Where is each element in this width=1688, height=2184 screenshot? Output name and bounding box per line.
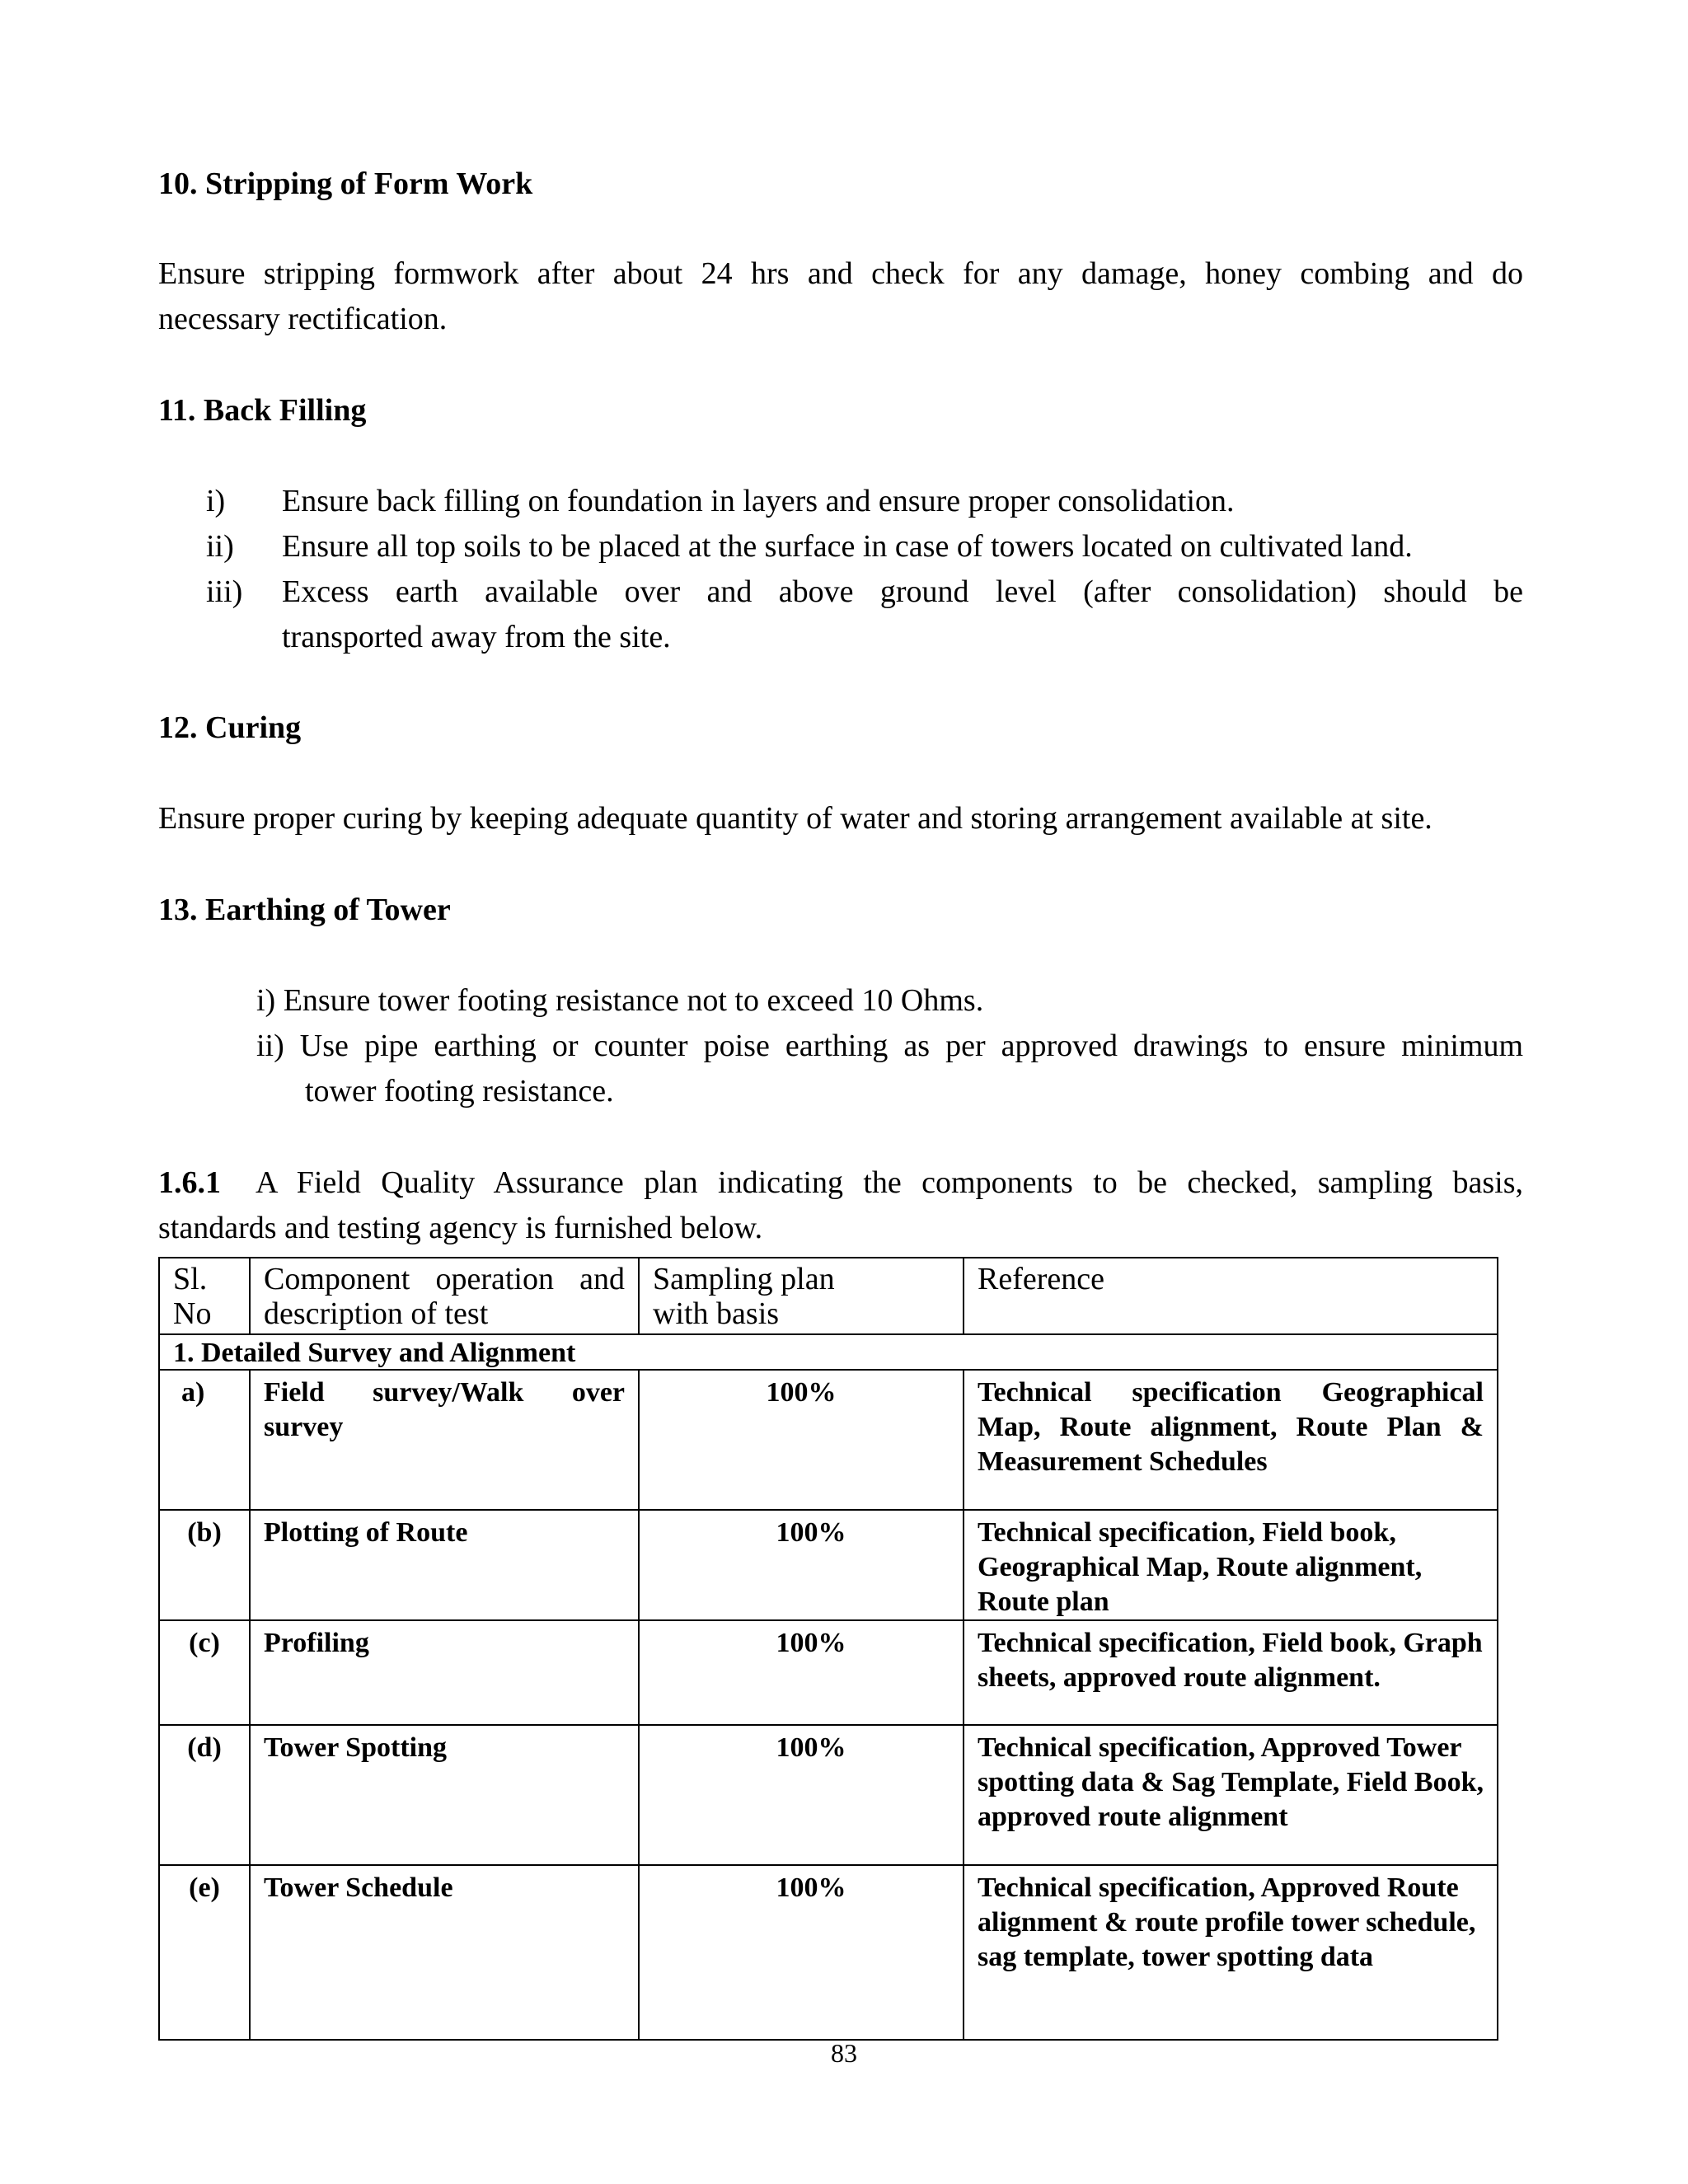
header-sampling-line-1: Sampling plan: [653, 1262, 835, 1296]
table-row: [159, 1865, 1498, 2040]
section-10-paragraph-line-1: Ensure stripping formwork after about 24 hrs and check for any damage, honey combing and do: [158, 256, 1523, 291]
header-sl-line-1: Sl.: [173, 1262, 208, 1296]
list-item-text: Ensure all top soils to be placed at the surface in case of towers located on cultivated land.: [282, 529, 1413, 564]
row-sl: a): [159, 1370, 250, 1510]
row-sl: (c): [159, 1620, 250, 1725]
header-sampling: [639, 1258, 964, 1334]
row-reference: Technical specification, Approved Tower spotting data & Sag Template, Field Book, approved route alignment: [964, 1725, 1498, 1865]
row-sl: (d): [159, 1725, 250, 1865]
section-10-paragraph-line-2: necessary rectification.: [158, 302, 448, 336]
list-item-number: i): [206, 484, 226, 518]
header-component-line-2: description of test: [264, 1296, 489, 1331]
field-quality-plan-table: [158, 1257, 1498, 2041]
list-item-text: Ensure back filling on foundation in layers and ensure proper consolidation.: [282, 484, 1235, 518]
list-item-text: Excess earth available over and above ground level (after consolidation) should be: [282, 574, 1523, 609]
list-item-number: ii): [206, 529, 234, 564]
row-component: Plotting of Route: [250, 1510, 639, 1620]
header-reference-label: Reference: [978, 1262, 1104, 1296]
header-component: [250, 1258, 639, 1334]
header-component-line-1: Component operation and: [264, 1262, 625, 1296]
table-row: [159, 1370, 1498, 1510]
row-sampling: 100%: [639, 1370, 964, 1510]
row-component: Field survey/Walk over survey: [250, 1370, 639, 1510]
section-13-heading: 13. Earthing of Tower: [158, 893, 451, 927]
row-sl: (b): [159, 1510, 250, 1620]
row-sampling: 100%: [639, 1510, 964, 1620]
table-header-row: [159, 1258, 1498, 1334]
clause-number: 1.6.1: [158, 1165, 221, 1200]
row-sampling: 100%: [639, 1725, 964, 1865]
section-13-item-2-line-2: tower footing resistance.: [305, 1074, 614, 1108]
row-component: Tower Spotting: [250, 1725, 639, 1865]
table-row: [159, 1725, 1498, 1865]
page-number: 83: [831, 2038, 857, 2068]
clause-text-line-1: A Field Quality Assurance plan indicating the components to be checked, sampling basis,: [256, 1165, 1523, 1200]
list-item-number: iii): [206, 574, 243, 609]
section-11-heading: 11. Back Filling: [158, 393, 367, 428]
row-reference: Technical specification, Field book, Graph sheets, approved route alignment.: [964, 1620, 1498, 1725]
section-13-item-2-line-1: ii) Use pipe earthing or counter poise earthing as per approved drawings to ensure minimum: [256, 1029, 1523, 1063]
header-sampling-line-2: with basis: [653, 1296, 780, 1331]
row-sampling: 100%: [639, 1865, 964, 2040]
row-component: Profiling: [250, 1620, 639, 1725]
row-reference: Technical specification, Field book, Geographical Map, Route alignment, Route plan: [964, 1510, 1498, 1620]
section-12-heading: 12. Curing: [158, 710, 302, 745]
section-12-paragraph: Ensure proper curing by keeping adequate quantity of water and storing arrangement available at site.: [158, 801, 1432, 836]
section-title: 1. Detailed Survey and Alignment: [159, 1334, 1498, 1370]
section-13-item-1: i) Ensure tower footing resistance not to exceed 10 Ohms.: [256, 983, 984, 1018]
section-10-heading: 10. Stripping of Form Work: [158, 166, 533, 201]
header-sl-no: [159, 1258, 250, 1334]
row-reference: Technical specification, Approved Route alignment & route profile tower schedule, sag template, tower spotting data: [964, 1865, 1498, 2040]
row-reference: Technical specification Geographical Map, Route alignment, Route Plan & Measurement Schedules: [964, 1370, 1498, 1510]
row-sampling: 100%: [639, 1620, 964, 1725]
row-component: Tower Schedule: [250, 1865, 639, 2040]
header-sl-line-2: No: [173, 1296, 212, 1331]
table-row: [159, 1510, 1498, 1620]
clause-text-line-2: standards and testing agency is furnished below.: [158, 1211, 763, 1245]
row-sl: (e): [159, 1865, 250, 2040]
list-item-text-continued: transported away from the site.: [282, 620, 671, 654]
table-row: [159, 1620, 1498, 1725]
header-reference: [964, 1258, 1498, 1334]
table-section-row: [159, 1334, 1498, 1370]
